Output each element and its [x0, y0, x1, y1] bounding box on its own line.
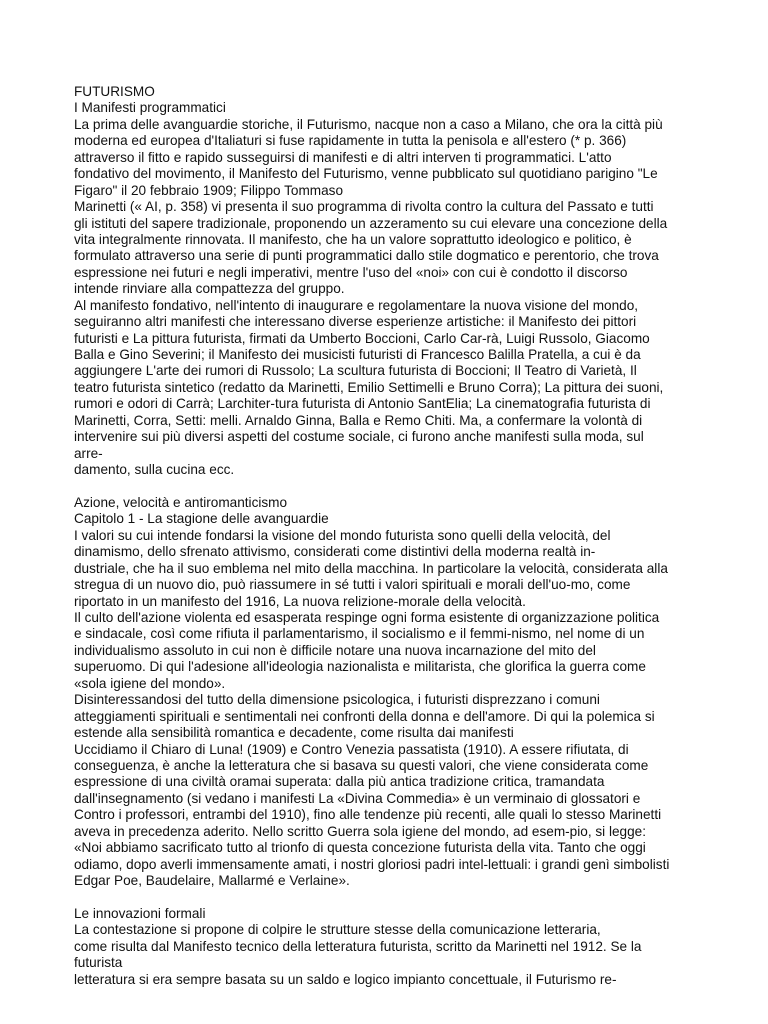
- text-line: «sola igiene del mondo».: [74, 675, 226, 691]
- text-line: estende alla sensibilità romantica e decadente, come risulta dai manifesti: [74, 725, 514, 741]
- text-line: teatro futurista sintetico (redatto da Marinetti, Emilio Settimelli e Bruno Corra); La pittura dei suoni,: [74, 379, 664, 395]
- doc-title: FUTURISMO: [74, 84, 155, 99]
- text-line: Marinetti (« AI, p. 358) vi presenta il suo programma di rivolta contro la cultura del Passato e tutti: [74, 199, 654, 215]
- text-line: «Noi abbiamo sacrificato tutto al trionfo di questa concezione futurista della vita. Tanto che oggi: [74, 840, 646, 856]
- text-line: Il culto dell'azione violenta ed esasperata respinge ogni forma esistente di organizzazione politica: [74, 610, 660, 625]
- text-line: atteggiamenti spirituali e sentimentali nei confronti della donna e dell'amore. Di qui la polemica si: [74, 708, 655, 724]
- text-line: come risulta dal Manifesto tecnico della letteratura futurista, scritto da Marinetti nel 1912. Se la: [74, 938, 642, 954]
- section-heading: I Manifesti programmatici: [74, 100, 226, 116]
- text-line: futuristi e La pittura futurista, firmati da Umberto Boccioni, Carlo Car-rà, Luigi Russolo, Giacomo: [74, 330, 650, 346]
- text-line: seguiranno altri manifesti che interessano diverse esperienze artistiche: il Manifesto dei pittori: [74, 314, 637, 330]
- text-line: conseguenza, è anche la letteratura che si basava su questi valori, che viene considerata come: [74, 757, 649, 773]
- text-line: rumori e odori di Carrà; Larchiter-tura futurista di Antonio SantElia; La cinematografia futurista di: [74, 396, 651, 412]
- section-azione: [74, 495, 714, 890]
- text-line: letteratura si era sempre basata su un saldo e logico impianto concettuale, il Futurismo re-: [74, 971, 617, 987]
- section-manifesti: [74, 84, 714, 479]
- text-line: Balla e Gino Severini; il Manifesto dei musicisti futuristi di Francesco Balilla Pratella, a cui è da: [74, 347, 641, 362]
- text-line: Marinetti, Corra, Setti: melli. Arnaldo Ginna, Balla e Remo Chiti. Ma, a confermare la volontà di: [74, 412, 643, 428]
- text-line: intervenire sui più diversi aspetti del costume sociale, ci furono anche manifesti sulla moda, sul: [74, 429, 644, 445]
- text-line: La contestazione si propone di colpire le strutture stesse della comunicazione letteraria,: [74, 922, 601, 938]
- document-page: [74, 84, 714, 988]
- text-line: dinamismo, dello sfrenato attivismo, considerati come distintivi della moderna realtà in-: [74, 544, 596, 560]
- chapter-heading: Capitolo 1 - La stagione delle avanguardie: [74, 511, 329, 527]
- text-line: Uccidiamo il Chiaro di Luna! (1909) e Contro Venezia passatista (1910). A essere rifiutata, di: [74, 741, 629, 757]
- text-line: attraverso il fitto e rapido susseguirsi di manifesti e di altri interven ti programmatici. L'atto: [74, 149, 612, 165]
- text-line: formulato attraverso una serie di punti programmatici dallo stile dogmatico e perentorio, che trova: [74, 248, 659, 264]
- text-line: Disinteressandosi del tutto della dimensione psicologica, i futuristi disprezzano i comuni: [74, 692, 600, 708]
- text-line: Figaro" il 20 febbraio 1909; Filippo Tommaso: [74, 182, 344, 198]
- text-line: Edgar Poe, Baudelaire, Mallarmé e Verlaine».: [74, 873, 350, 888]
- paragraph-gap: [74, 889, 714, 905]
- text-line: superuomo. Di qui l'adesione all'ideologia nazionalista e militarista, che glorifica la guerra come: [74, 659, 646, 675]
- text-line: riportato in un manifesto del 1916, La nuova relizione-morale della velocità.: [74, 593, 526, 609]
- paragraph-gap: [74, 479, 714, 495]
- text-line: aveva in precedenza aderito. Nello scritto Guerra sola igiene del mondo, ad esem-pio, si legge:: [74, 823, 647, 839]
- text-line: espressione di una civiltà oramai superata: dalla più antica tradizione critica, tramandata: [74, 774, 605, 790]
- section-innovazioni: [74, 906, 714, 988]
- text-line: moderna ed europea d'Italiaturi si fuse rapidamente in tutta la penisola e all'estero (* p. 366): [74, 133, 627, 149]
- text-line: arre-: [74, 445, 103, 461]
- text-line: odiamo, dopo averli immensamente amati, i nostri gloriosi padri intel-lettuali: i grandi genì simbolisti: [74, 856, 670, 872]
- text-line: fondativo del movimento, il Manifesto del Futurismo, venne pubblicato sul quotidiano parigino "Le: [74, 166, 658, 182]
- text-line: Al manifesto fondativo, nell'intento di inaugurare e regolamentare la nuova visione del mondo,: [74, 297, 639, 313]
- text-line: futurista: [74, 955, 123, 971]
- text-line: espressione nei futuri e negli imperativi, mentre l'uso del «noi» con cui è condotto il discorso: [74, 264, 628, 280]
- text-line: vita integralmente rinnovata. Il manifesto, che ha un valore soprattutto ideologico e politico, è: [74, 231, 632, 247]
- text-line: intende rinviare alla compattezza del gruppo.: [74, 281, 345, 297]
- text-line: stregua di un nuovo dio, può riassumere in sé tutti i valori spirituali e morali dell'uo-mo, come: [74, 577, 631, 593]
- text-line: dall'insegnamento (si vedano i manifesti La «Divina Commedia» è un verminaio di glossatori e: [74, 790, 641, 806]
- section-heading: Azione, velocità e antiromanticismo: [74, 494, 288, 510]
- text-line: aggiungere L'arte dei rumori di Russolo; La scultura futurista di Boccioni; Il Teatro di Varietà, Il: [74, 363, 637, 379]
- text-line: Contro i professori, entrambi del 1910), fino alle tendenze più recenti, alle quali lo stesso Marinetti: [74, 807, 662, 823]
- text-line: La prima delle avanguardie storiche, il Futurismo, nacque non a caso a Milano, che ora la città più: [74, 116, 663, 132]
- section-heading: Le innovazioni formali: [74, 905, 206, 921]
- text-line: gli istituti del sapere tradizionale, proponendo un azzeramento su cui elevare una concezione della: [74, 215, 668, 231]
- text-line: e sindacale, così come rifiuta il parlamentarismo, il socialismo e il femmi-nismo, nel nome di un: [74, 626, 645, 642]
- text-line: dustriale, che ha il suo emblema nel mito della macchina. In particolare la velocità, considerata alla: [74, 560, 668, 576]
- text-line: individualismo assoluto in cui non è difficile notare una nuova incarnazione del mito del: [74, 642, 596, 658]
- text-line: damento, sulla cucina ecc.: [74, 462, 235, 478]
- text-line: I valori su cui intende fondarsi la visione del mondo futurista sono quelli della velocità, del: [74, 527, 611, 543]
